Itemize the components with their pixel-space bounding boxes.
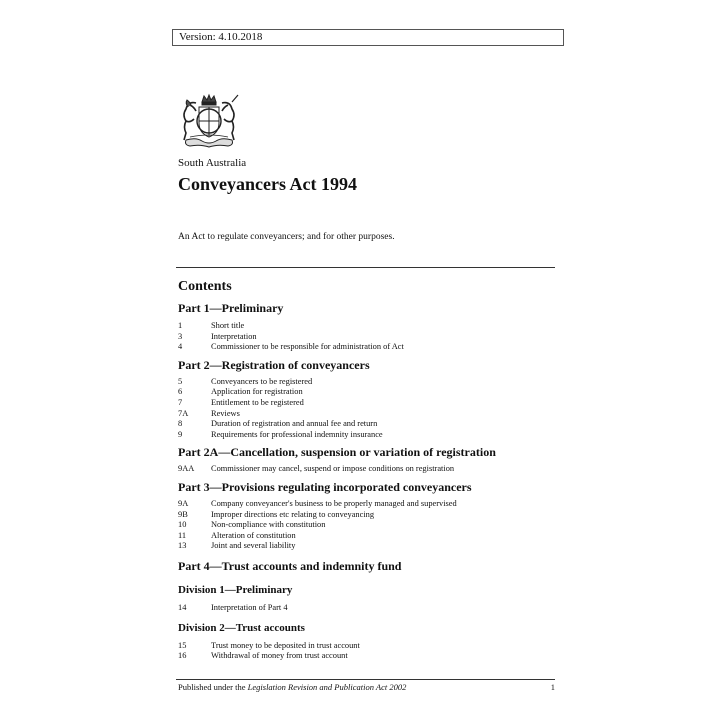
- table-of-contents: [178, 301, 556, 662]
- publication-note: [178, 682, 406, 692]
- toc-part: [178, 445, 556, 475]
- section-number: 7A: [178, 408, 189, 418]
- section-list: [178, 499, 556, 552]
- toc-entry[interactable]: [178, 651, 556, 662]
- section-title: Interpretation of Part 4: [211, 602, 288, 612]
- coat-of-arms-icon: [178, 93, 240, 149]
- contents-divider: [176, 267, 555, 268]
- section-title: Conveyancers to be registered: [211, 376, 313, 386]
- toc-entry[interactable]: [178, 430, 556, 441]
- section-title: Non-compliance with constitution: [211, 520, 326, 530]
- toc-entry[interactable]: [178, 419, 556, 430]
- section-title: Trust money to be deposited in trust account: [211, 640, 360, 650]
- toc-division: [178, 584, 556, 614]
- section-number: 10: [178, 520, 187, 530]
- act-title: Conveyancers Act 1994: [178, 174, 357, 194]
- section-number: 1: [178, 321, 183, 330]
- section-number: 9A: [178, 498, 189, 508]
- section-title: Requirements for professional indemnity insurance: [211, 429, 383, 439]
- section-number: 13: [178, 541, 187, 551]
- section-title: Joint and several liability: [211, 541, 296, 551]
- section-number: 4: [178, 342, 183, 352]
- section-title: Duration of registration and annual fee and return: [211, 419, 378, 429]
- toc-entry[interactable]: [178, 377, 556, 388]
- section-title: Company conveyancer's business to be properly managed and supervised: [211, 498, 457, 508]
- section-title: Alteration of constitution: [211, 530, 296, 540]
- section-number: 16: [178, 651, 187, 661]
- section-number: 9AA: [178, 464, 195, 474]
- toc-part: [178, 358, 556, 441]
- toc-entry[interactable]: [178, 321, 556, 332]
- section-number: 8: [178, 419, 183, 429]
- publication-act-link[interactable]: Legislation Revision and Publication Act 2002: [247, 682, 407, 692]
- section-title: Reviews: [211, 408, 240, 418]
- jurisdiction: South Australia: [178, 157, 247, 169]
- toc-entry[interactable]: [178, 531, 556, 542]
- section-number: 3: [178, 331, 183, 341]
- division-heading[interactable]: Division 2—Trust accounts: [178, 621, 305, 634]
- division-heading[interactable]: Division 1—Preliminary: [178, 583, 293, 596]
- part-heading[interactable]: Part 2A—Cancellation, suspension or variation of registration: [178, 445, 496, 460]
- toc-entry[interactable]: [178, 603, 556, 614]
- version-label: Version: 4.10.2018: [172, 29, 564, 46]
- part-heading[interactable]: Part 3—Provisions regulating incorporated conveyancers: [178, 479, 472, 494]
- part-heading[interactable]: Part 2—Registration of conveyancers: [178, 357, 370, 372]
- section-title: Short title: [211, 321, 245, 330]
- section-title: Entitlement to be registered: [211, 397, 304, 407]
- long-title: An Act to regulate conveyancers; and for other purposes.: [178, 232, 395, 242]
- toc-entry[interactable]: [178, 398, 556, 409]
- page-footer: [178, 682, 555, 692]
- toc-entry[interactable]: [178, 510, 556, 521]
- toc-part: [178, 480, 556, 552]
- toc-entry[interactable]: [178, 409, 556, 420]
- section-number: 14: [178, 602, 187, 612]
- section-list: [178, 641, 556, 662]
- section-title: Commissioner to be responsible for administration of Act: [211, 342, 404, 352]
- page-number: 1: [550, 682, 555, 692]
- section-list: [178, 464, 556, 475]
- section-title: Interpretation: [211, 331, 257, 341]
- toc-entry[interactable]: [178, 332, 556, 343]
- toc-entry[interactable]: [178, 464, 556, 475]
- publication-prefix: Published under the: [178, 682, 248, 692]
- section-list: [178, 377, 556, 441]
- section-number: 7: [178, 397, 183, 407]
- toc-part: [178, 301, 556, 353]
- toc-entry[interactable]: [178, 342, 556, 353]
- toc-division: [178, 622, 556, 662]
- section-number: 9: [178, 429, 183, 439]
- section-number: 11: [178, 530, 187, 540]
- toc-entry[interactable]: [178, 641, 556, 652]
- footer-divider: [176, 679, 555, 680]
- section-number: 5: [178, 376, 183, 386]
- toc-entry[interactable]: [178, 520, 556, 531]
- toc-entry[interactable]: [178, 499, 556, 510]
- section-list: [178, 603, 556, 614]
- section-title: Improper directions etc relating to conveyancing: [211, 509, 375, 519]
- section-title: Commissioner may cancel, suspend or impose conditions on registration: [211, 464, 455, 474]
- section-list: [178, 321, 556, 353]
- toc-part: [178, 559, 556, 662]
- section-number: 15: [178, 640, 187, 650]
- toc-entry[interactable]: [178, 541, 556, 552]
- section-title: Application for registration: [211, 387, 303, 397]
- toc-entry[interactable]: [178, 387, 556, 398]
- part-heading[interactable]: Part 4—Trust accounts and indemnity fund: [178, 558, 402, 573]
- contents-heading: Contents: [178, 279, 232, 294]
- section-title: Withdrawal of money from trust account: [211, 651, 348, 661]
- section-number: 6: [178, 387, 183, 397]
- part-heading[interactable]: Part 1—Preliminary: [178, 301, 284, 315]
- section-number: 9B: [178, 509, 188, 519]
